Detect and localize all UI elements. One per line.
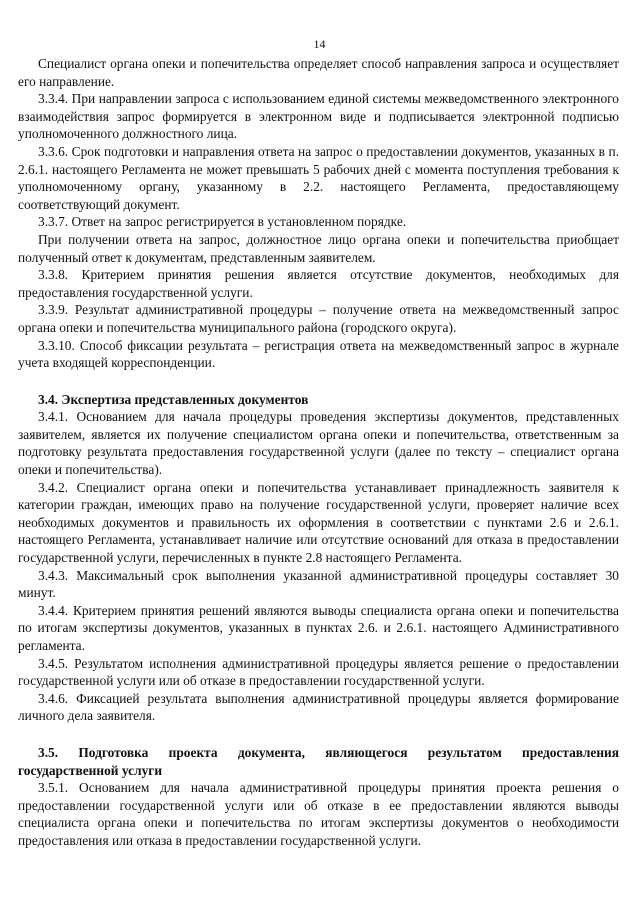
paragraph-3-3-8: 3.3.8. Критерием принятия решения является отсутствие документов, необходимых для предоставления государственной услуги.: [18, 267, 619, 300]
paragraph-3-4-4: 3.4.4. Критерием принятия решений являются выводы специалиста органа опеки и попечительства по итогам экспертизы документов, указанных в пунктах 2.6. и 2.6.1. настоящего Административного регламента.: [18, 602, 619, 653]
page-number: 14: [313, 37, 326, 51]
paragraph: При получении ответа на запрос, должностное лицо органа опеки и попечительства приобщает полученный ответ к документам, представленным заявителем.: [18, 231, 619, 265]
paragraph: Специалист органа опеки и попечительства определяет способ направления запроса и осуществляет его направление.: [18, 56, 619, 89]
paragraph-3-4-1: 3.4.1. Основанием для начала процедуры проведения экспертизы документов, представленных заявителем, является их получение специалистом органа опеки и попечительства, ответственным за подготовку результата предоставления государственной услуги (далее по тексту – специалист органа опеки и попечительства).: [18, 409, 619, 478]
paragraph-3-4-6: 3.4.6. Фиксацией результата выполнения административной процедуры является формирование личного дела заявителя.: [18, 690, 619, 724]
paragraph-3-3-10: 3.3.10. Способ фиксации результата – регистрация ответа на межведомственный запрос в журнале учета входящей корреспонденции.: [18, 337, 619, 371]
section-heading-3-4: 3.4. Экспертиза представленных документов: [38, 391, 309, 407]
paragraph-3-3-4: 3.3.4. При направлении запроса с использованием единой системы межведомственного электронного взаимодействия запрос формируется в электронном виде и подписывается электронной подписью уполномоченного должностного лица.: [18, 91, 619, 142]
paragraph-3-4-2: 3.4.2. Специалист органа опеки и попечительства устанавливает принадлежность заявителя к категории граждан, имеющих право на получение государственной услуги, проверяет наличие всех необходимых документов и правильность их оформления в соответствии с пунктами 2.6 и 2.6.1. настоящего Регламента, устанавливает наличие или отсутствие оснований для отказа в предоставлении государственной услуги, перечисленных в пункте 2.8 настоящего Регламента.: [18, 479, 619, 566]
document-body: [18, 55, 619, 850]
paragraph-3-3-6: 3.3.6. Срок подготовки и направления ответа на запрос о предоставлении документов, указанных в п. 2.6.1. настоящего Регламента не может превышать 5 рабочих дней с момента поступления требования к уполномоченному органу, указанному в 2.2. настоящего Регламента, предоставляющему соответствующий документ.: [18, 143, 619, 212]
paragraph-3-4-3: 3.4.3. Максимальный срок выполнения указанной административной процедуры составляет 30 минут.: [18, 567, 619, 601]
paragraph-3-4-5: 3.4.5. Результатом исполнения административной процедуры является решение о предоставлении государственной услуги или об отказе в предоставлении государственной услуги.: [18, 655, 619, 689]
paragraph-3-5-1: 3.5.1. Основанием для начала административной процедуры принятия проекта решения о предоставлении государственной услуги или об отказе в ее предоставлении являются выводы специалиста органа опеки и попечительства по итогам экспертизы документов о необходимости предоставления или отказа в предоставлении государственной услуги.: [18, 780, 619, 848]
paragraph-3-3-7: 3.3.7. Ответ на запрос регистрируется в установленном порядке.: [38, 214, 407, 230]
section-heading-3-5: 3.5. Подготовка проекта документа, являющегося результатом предоставления государственной услуги: [18, 744, 619, 778]
paragraph-3-3-9: 3.3.9. Результат административной процедуры – получение ответа на межведомственный запрос органа опеки и попечительства муниципального района (городского округа).: [18, 302, 619, 335]
